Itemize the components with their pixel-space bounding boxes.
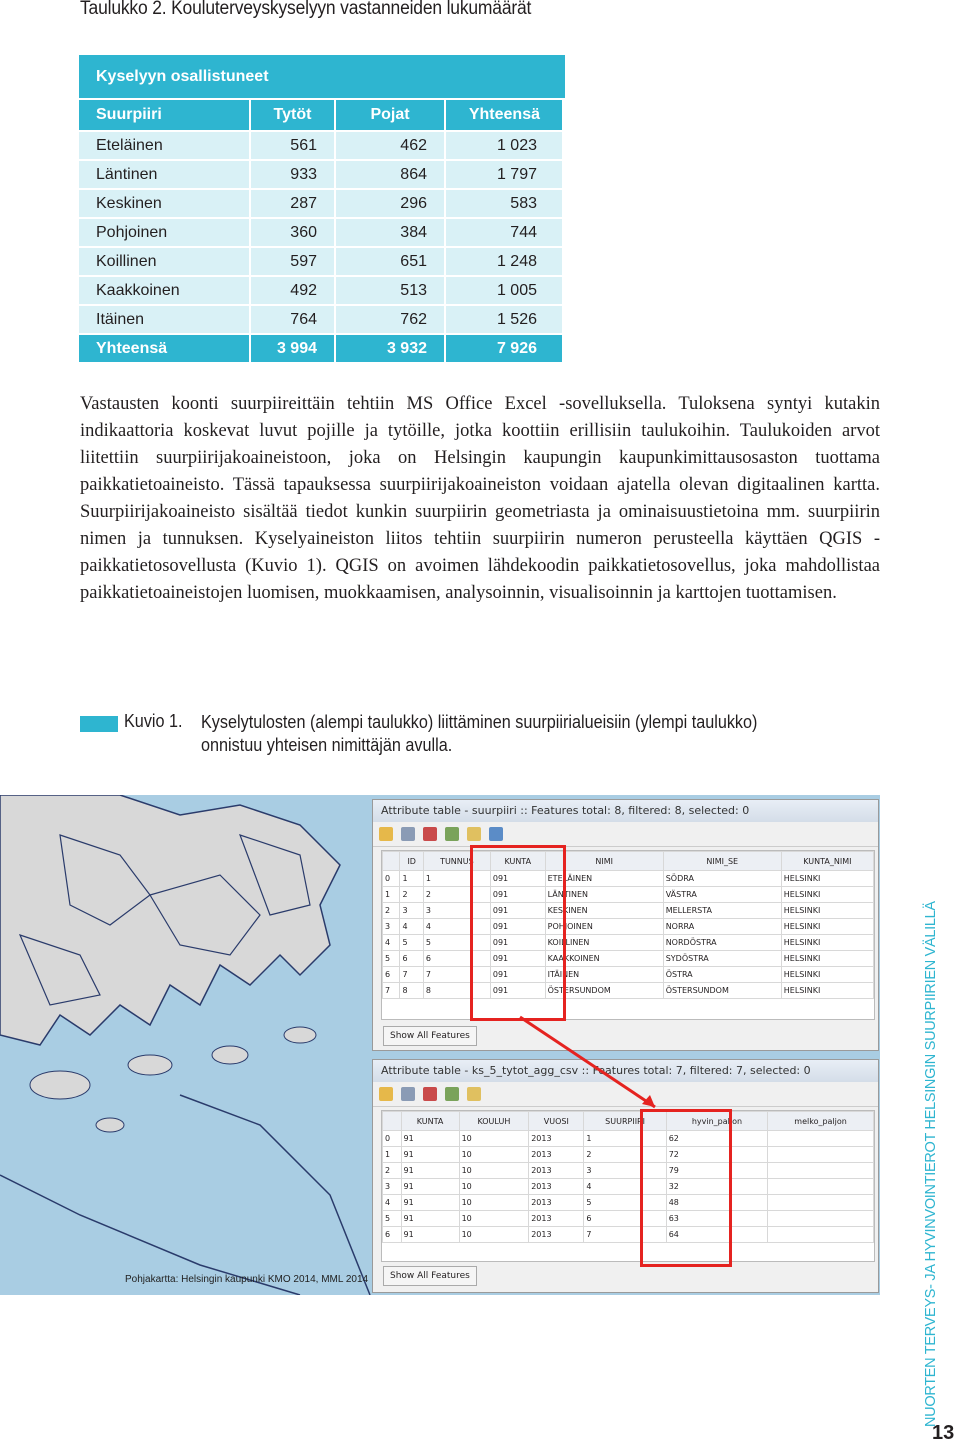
map-credit: Pohjakartta: Helsingin kaupunki KMO 2014, MML 2014	[125, 1274, 369, 1285]
cell: NORRA	[663, 919, 781, 935]
cell: ETELÄINEN	[545, 871, 663, 887]
cell: 1 797	[446, 161, 562, 188]
cell: 492	[251, 277, 334, 304]
running-header: NUORTEN TERVEYS- JA HYVINVOINTIEROT HELSINGIN SUURPIIRIEN VÄLILLÄ	[923, 901, 939, 1427]
table-row	[79, 161, 565, 188]
cell: 1 248	[446, 248, 562, 275]
cell: 3 994	[251, 335, 334, 362]
cell: 287	[251, 190, 334, 217]
cell: KAAKKOINEN	[545, 951, 663, 967]
cell: VÄSTRA	[663, 887, 781, 903]
upper-window-title: Attribute table - suurpiiri :: Features total: 8, filtered: 8, selected: 0	[373, 800, 878, 822]
cell: 360	[251, 219, 334, 246]
cell: 7	[400, 967, 423, 983]
table-row[interactable]: 7 8 8 091 ÖSTERSUNDOM ÖSTERSUNDOM HELSINKI	[383, 983, 874, 999]
col-header[interactable]: KOULUH	[459, 1112, 529, 1131]
cell: ÖSTERSUNDOM	[545, 983, 663, 999]
col-header[interactable]: NIMI	[545, 852, 663, 871]
table-total-row	[79, 335, 565, 362]
cell: SYDÖSTRA	[663, 951, 781, 967]
cell: 63	[666, 1211, 767, 1227]
header-suurpiiri: Suurpiiri	[79, 100, 249, 130]
table-row[interactable]: 2 3 3 091 KESKINEN MELLERSTA HELSINKI	[383, 903, 874, 919]
col-header[interactable]: melko_paljon	[768, 1112, 874, 1131]
cell: 2	[400, 887, 423, 903]
cell: 5	[584, 1195, 666, 1211]
cell: 1	[423, 871, 490, 887]
cell: 4	[423, 919, 490, 935]
cell: 79	[666, 1163, 767, 1179]
cell: Koillinen	[79, 248, 249, 275]
cell: 3 932	[336, 335, 444, 362]
page-number: 13	[932, 1422, 955, 1444]
cell: 10	[459, 1211, 529, 1227]
col-header[interactable]: KUNTA	[490, 852, 545, 871]
cell: 091	[490, 983, 545, 999]
cell: 091	[490, 951, 545, 967]
cell: 091	[490, 903, 545, 919]
header-tytot: Tytöt	[251, 100, 334, 130]
table-row[interactable]: 0 91 10 2013 1 62	[383, 1131, 874, 1147]
cell: SÖDRA	[663, 871, 781, 887]
cell: 2	[423, 887, 490, 903]
cell: 91	[401, 1163, 459, 1179]
figure-caption-line2: onnistuu yhteisen nimittäjän avulla.	[201, 735, 453, 755]
table-row[interactable]: 6 91 10 2013 7 64	[383, 1227, 874, 1243]
cell: 651	[336, 248, 444, 275]
cell: 2013	[529, 1163, 584, 1179]
cell: 1 005	[446, 277, 562, 304]
participants-table	[79, 55, 565, 364]
cell: 091	[490, 887, 545, 903]
cell: 10	[459, 1227, 529, 1243]
col-header[interactable]: VUOSI	[529, 1112, 584, 1131]
cell: Pohjoinen	[79, 219, 249, 246]
cell: 3	[423, 903, 490, 919]
cell: 91	[401, 1211, 459, 1227]
cell: HELSINKI	[781, 951, 873, 967]
col-header[interactable]: KUNTA	[401, 1112, 459, 1131]
header-pojat: Pojat	[336, 100, 444, 130]
table-row[interactable]: 1 2 2 091 LÄNTINEN VÄSTRA HELSINKI	[383, 887, 874, 903]
table-header-row	[79, 100, 565, 130]
table-row[interactable]: 4 91 10 2013 5 48	[383, 1195, 874, 1211]
cell: 62	[666, 1131, 767, 1147]
table-row	[79, 277, 565, 304]
table-row	[79, 306, 565, 333]
cell: 10	[459, 1147, 529, 1163]
cell: MELLERSTA	[663, 903, 781, 919]
cell: 48	[666, 1195, 767, 1211]
cell: 2013	[529, 1179, 584, 1195]
cell: 1	[400, 871, 423, 887]
cell: 3	[584, 1163, 666, 1179]
cell: 762	[336, 306, 444, 333]
cell: 91	[401, 1227, 459, 1243]
cell: 091	[490, 871, 545, 887]
cell: 7	[584, 1227, 666, 1243]
col-header[interactable]: SUURPIIRI	[584, 1112, 666, 1131]
cell: 933	[251, 161, 334, 188]
cell: 1 526	[446, 306, 562, 333]
figure-marker	[80, 716, 118, 732]
cell: 2013	[529, 1211, 584, 1227]
table-row	[79, 248, 565, 275]
cell: 64	[666, 1227, 767, 1243]
cell: KESKINEN	[545, 903, 663, 919]
cell: HELSINKI	[781, 887, 873, 903]
table-row[interactable]: 4 5 5 091 KOILLINEN NORDÖSTRA HELSINKI	[383, 935, 874, 951]
table-row[interactable]: 3 91 10 2013 4 32	[383, 1179, 874, 1195]
cell: HELSINKI	[781, 903, 873, 919]
cell: LÄNTINEN	[545, 887, 663, 903]
figure-image	[0, 795, 880, 1295]
lower-window-title: Attribute table - ks_5_tytot_agg_csv :: Features total: 7, filtered: 7, selected: 0	[373, 1060, 878, 1082]
cell: 8	[400, 983, 423, 999]
figure-caption-line1: Kyselytulosten (alempi taulukko) liittäminen suurpiirialueisiin (ylempi taulukko)	[201, 712, 758, 732]
cell: 7	[423, 967, 490, 983]
cell: Läntinen	[79, 161, 249, 188]
cell: POHJOINEN	[545, 919, 663, 935]
cell: 91	[401, 1179, 459, 1195]
cell: 6	[400, 951, 423, 967]
cell: HELSINKI	[781, 935, 873, 951]
cell: 6	[584, 1211, 666, 1227]
table-row[interactable]: 5 91 10 2013 6 63	[383, 1211, 874, 1227]
table-caption: Taulukko 2. Kouluterveyskyselyyn vastanneiden lukumäärät	[80, 0, 532, 19]
cell: Itäinen	[79, 306, 249, 333]
cell: 7 926	[446, 335, 562, 362]
cell: 744	[446, 219, 562, 246]
cell: 091	[490, 935, 545, 951]
table-row[interactable]: 0 1 1 091 ETELÄINEN SÖDRA HELSINKI	[383, 871, 874, 887]
cell: Keskinen	[79, 190, 249, 217]
cell: 4	[584, 1179, 666, 1195]
cell: 91	[401, 1195, 459, 1211]
cell: ÖSTRA	[663, 967, 781, 983]
col-header[interactable]: ID	[400, 852, 423, 871]
cell: 2	[584, 1147, 666, 1163]
table-row[interactable]: 1 91 10 2013 2 72	[383, 1147, 874, 1163]
col-header[interactable]: KUNTA_NIMI	[781, 852, 873, 871]
header-yhteensa: Yhteensä	[446, 100, 562, 130]
col-header[interactable]: NIMI_SE	[663, 852, 781, 871]
table-row	[79, 190, 565, 217]
cell: HELSINKI	[781, 919, 873, 935]
cell: 2013	[529, 1195, 584, 1211]
cell: 3	[400, 903, 423, 919]
cell: Kaakkoinen	[79, 277, 249, 304]
table-row	[79, 132, 565, 159]
cell: 6	[423, 951, 490, 967]
cell: 10	[459, 1179, 529, 1195]
col-header[interactable]: hyvin_paljon	[666, 1112, 767, 1131]
cell: NORDÖSTRA	[663, 935, 781, 951]
cell: KOILLINEN	[545, 935, 663, 951]
figure-label: Kuvio 1.	[124, 711, 183, 731]
cell: 2013	[529, 1227, 584, 1243]
cell: 72	[666, 1147, 767, 1163]
table-title: Kyselyyn osallistuneet	[79, 55, 565, 100]
cell: 5	[423, 935, 490, 951]
body-paragraph: Vastausten koonti suurpiireittäin tehtiin MS Office Excel -sovelluksella. Tuloksena syntyi kutakin indikaattoria koskevat luvut pojille ja tytöille, jotka koottiin erillisiin taulukoihin. Taulukoiden arvot liitettiin suurpiirijakoaineistoon, joka on Helsingin kaupungin kaupunkimittausosaston tuottama paikkatietoaineisto. Tässä tapauksessa suurpiirijakoaineiston voidaan ajatella olevan digitaalinen kartta. Suurpiirijakoaineisto sisältää tiedot kunkin suurpiirin geometriasta ja ominaisuustietoina mm. suurpiirin nimen ja tunnuksen. Kyselyaineiston liitos tehtiin suurpiirin numeron perusteella käyttäen QGIS -paikkatietosovellusta (Kuvio 1). QGIS on avoimen lähdekoodin paikkatietosovellus, joka mahdollistaa paikkatietoaineistojen luomisen, muokkaamisen, analysoinnin, visualisoinnin ja karttojen tuottamisen.	[80, 394, 880, 603]
cell: 10	[459, 1131, 529, 1147]
table-row[interactable]: 6 7 7 091 ITÄINEN ÖSTRA HELSINKI	[383, 967, 874, 983]
cell: 32	[666, 1179, 767, 1195]
cell: 2013	[529, 1147, 584, 1163]
cell: 296	[336, 190, 444, 217]
cell: HELSINKI	[781, 983, 873, 999]
cell: 1	[584, 1131, 666, 1147]
cell: 5	[400, 935, 423, 951]
cell: 462	[336, 132, 444, 159]
cell: Eteläinen	[79, 132, 249, 159]
cell: 091	[490, 967, 545, 983]
cell: 513	[336, 277, 444, 304]
cell: 10	[459, 1195, 529, 1211]
show-all-features-button[interactable]: Show All Features	[383, 1026, 477, 1046]
cell: 384	[336, 219, 444, 246]
cell: 583	[446, 190, 562, 217]
cell: 864	[336, 161, 444, 188]
cell: HELSINKI	[781, 967, 873, 983]
col-header[interactable]: TUNNUS	[423, 852, 490, 871]
show-all-features-button[interactable]: Show All Features	[383, 1266, 477, 1286]
cell: ITÄINEN	[545, 967, 663, 983]
cell: HELSINKI	[781, 871, 873, 887]
table-row	[79, 219, 565, 246]
figure-caption	[201, 711, 757, 757]
cell: Yhteensä	[79, 335, 249, 362]
cell: 597	[251, 248, 334, 275]
link-arrow	[0, 795, 880, 1295]
cell: 8	[423, 983, 490, 999]
cell: 561	[251, 132, 334, 159]
cell: 10	[459, 1163, 529, 1179]
cell: 4	[400, 919, 423, 935]
table-row[interactable]: 2 91 10 2013 3 79	[383, 1163, 874, 1179]
cell: 1 023	[446, 132, 562, 159]
cell: 764	[251, 306, 334, 333]
cell: 91	[401, 1131, 459, 1147]
cell: 2013	[529, 1131, 584, 1147]
cell: ÖSTERSUNDOM	[663, 983, 781, 999]
cell: 91	[401, 1147, 459, 1163]
table-row[interactable]: 5 6 6 091 KAAKKOINEN SYDÖSTRA HELSINKI	[383, 951, 874, 967]
table-row[interactable]: 3 4 4 091 POHJOINEN NORRA HELSINKI	[383, 919, 874, 935]
cell: 091	[490, 919, 545, 935]
